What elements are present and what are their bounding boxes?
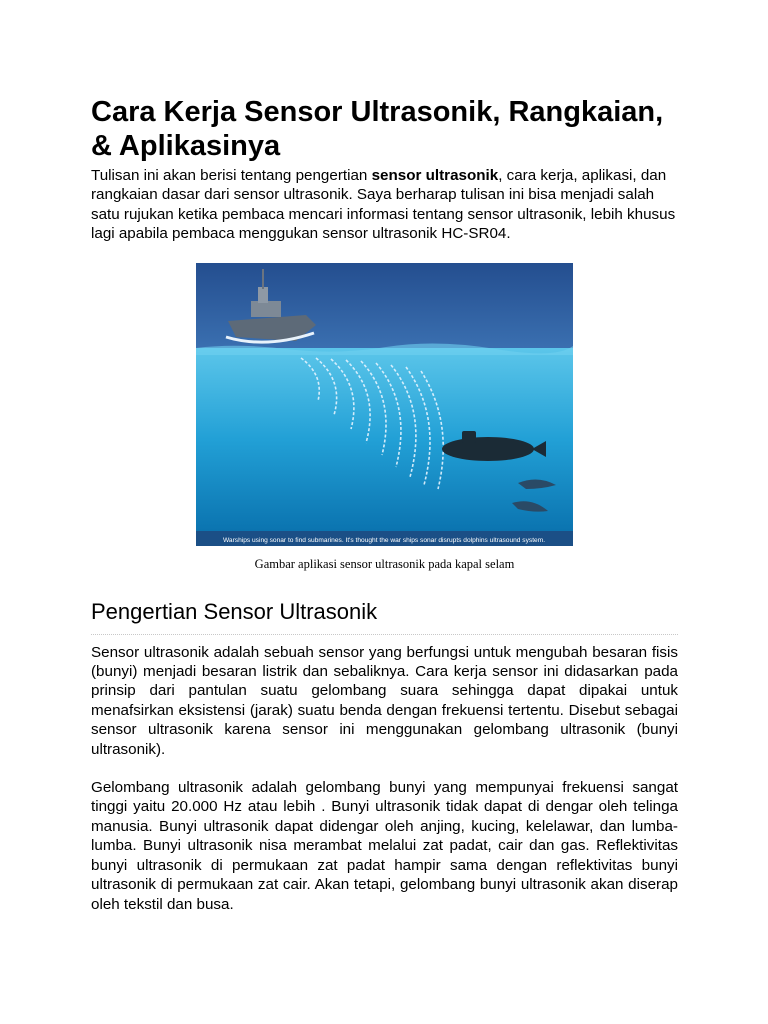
intro-paragraph: [91, 166, 678, 244]
section-heading: Pengertian Sensor Ultrasonik: [91, 598, 678, 635]
article-title: Cara Kerja Sensor Ultrasonik, Rangkaian, & Aplikasinya: [91, 96, 664, 162]
section-paragraph: Gelombang ultrasonik adalah gelombang bunyi yang mempunyai frekuensi sangat tinggi yaitu 20.000 Hz atau lebih . Bunyi ultrasonik tidak dapat di dengar oleh telinga manusia. Bunyi ultrasonik dapat didengar oleh anjing, kucing, kelelawar, dan lumba-lumba. Bunyi ultrasonik nisa merambat melalui zat padat, cair dan gas. Reflektivitas bunyi ultrasonik di permukaan zat padat hampir sama dengan reflektivitas bunyi ultrasonik di permukaan zat cair. Akan tetapi, gelombang bunyi ultrasonik akan diserap oleh tekstil dan busa.: [91, 779, 678, 913]
sonar-illustration: [196, 263, 573, 546]
intro-bold-term: sensor ultrasonik: [371, 167, 499, 184]
figure-caption: Gambar aplikasi sensor ultrasonik pada kapal selam: [254, 556, 515, 571]
intro-text-start: Tulisan ini akan berisi tentang pengertian: [91, 167, 372, 184]
section-paragraph: Sensor ultrasonik adalah sebuah sensor yang berfungsi untuk mengubah besaran fisis (bunyi) menjadi besaran listrik dan sebaliknya. Cara kerja sensor ini didasarkan pada prinsip dari pantulan suatu gelombang suara sehingga dapat dipakai untuk menafsirkan eksistensi (jarak) suatu benda dengan frekuensi tertentu. Disebut sebagai sensor ultrasonik karena sensor ini menggunakan gelombang ultrasonik (bunyi ultrasonik).: [91, 643, 678, 758]
intro-text-end: , cara kerja, aplikasi, dan rangkaian dasar dari sensor ultrasonik. Saya berharap tulisan ini bisa menjadi salah satu rujukan ketika pembaca mencari informasi tentang sensor ultrasonik, lebih khusus lagi apabila pembaca menggukan sensor ultrasonik HC-SR04.: [91, 167, 676, 243]
article-body: [91, 95, 678, 914]
sonar-figure: [91, 263, 678, 572]
image-caption-text: Warships using sonar to find submarines. It's thought the war ships sonar disrupts dolphins ultrasound system.: [222, 536, 546, 544]
